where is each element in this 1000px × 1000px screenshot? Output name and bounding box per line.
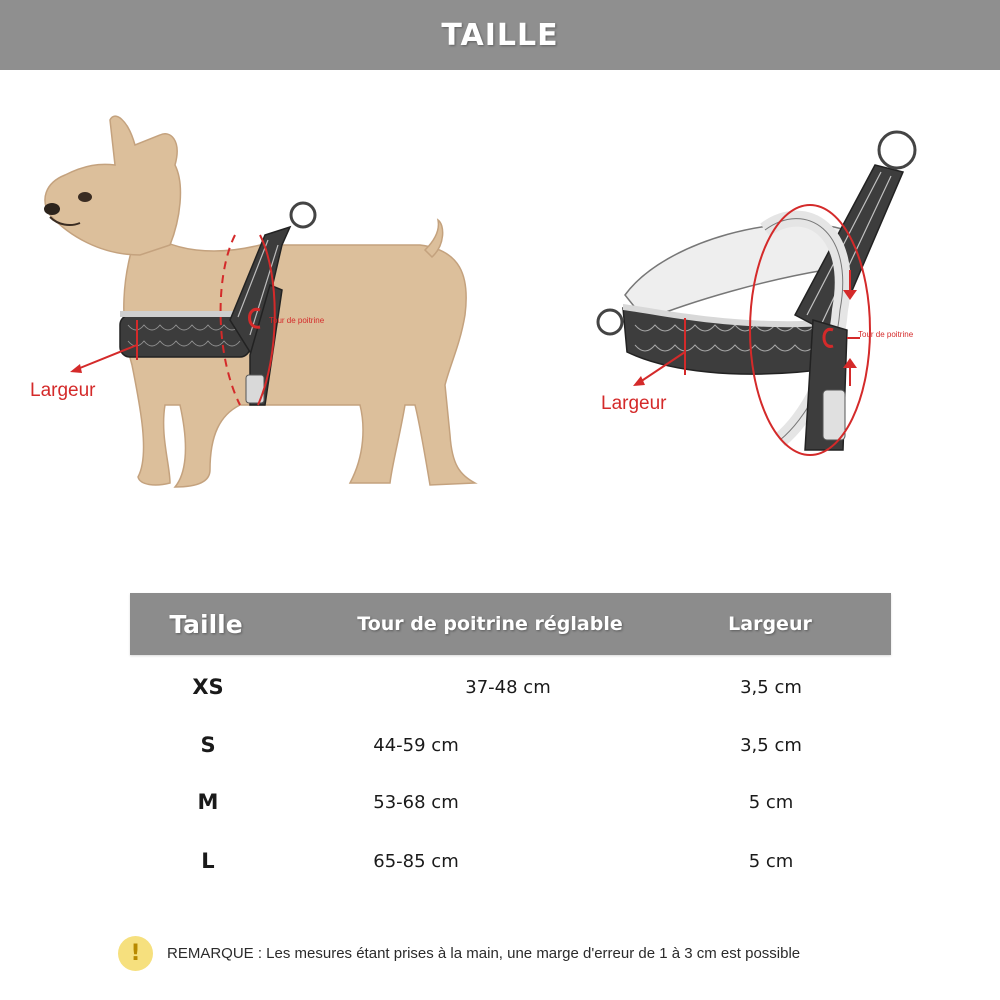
chest-cell: 53-68 cm <box>373 791 459 813</box>
table-row <box>130 782 891 822</box>
note-text: REMARQUE : Les mesures étant prises à la main, une marge d'erreur de 1 à 3 cm est possible <box>167 944 801 962</box>
table-row <box>130 667 891 707</box>
table-header <box>130 593 891 655</box>
size-cell: M <box>197 790 219 814</box>
right-chest-label: Tour de poitrine <box>858 330 914 339</box>
dog-harness-illustration <box>20 105 520 525</box>
width-cell: 3,5 cm <box>740 676 802 698</box>
left-chest-label: Tour de poitrine <box>269 316 325 325</box>
size-table <box>130 593 891 873</box>
size-cell: XS <box>192 675 224 699</box>
header-bar <box>0 0 1000 70</box>
size-cell: S <box>200 733 216 757</box>
chest-cell: 44-59 cm <box>373 734 459 756</box>
left-width-label: Largeur <box>30 380 96 401</box>
width-cell: 3,5 cm <box>740 734 802 756</box>
column-header-width: Largeur <box>728 613 812 635</box>
exclamation-icon: ! <box>118 936 153 971</box>
width-cell: 5 cm <box>748 791 794 813</box>
chest-cell: 65-85 cm <box>373 850 459 872</box>
table-row <box>130 841 891 881</box>
table-row <box>130 725 891 765</box>
right-width-label: Largeur <box>601 393 667 414</box>
page-title: TAILLE <box>441 17 559 53</box>
width-cell: 5 cm <box>748 850 794 872</box>
column-header-size: Taille <box>169 609 243 639</box>
size-cell: L <box>201 849 215 873</box>
harness-illustration <box>585 120 935 480</box>
dog-eye-icon <box>78 192 92 202</box>
measurement-note <box>118 935 800 971</box>
column-header-chest: Tour de poitrine réglable <box>357 613 623 635</box>
chest-cell: 37-48 cm <box>465 676 551 698</box>
